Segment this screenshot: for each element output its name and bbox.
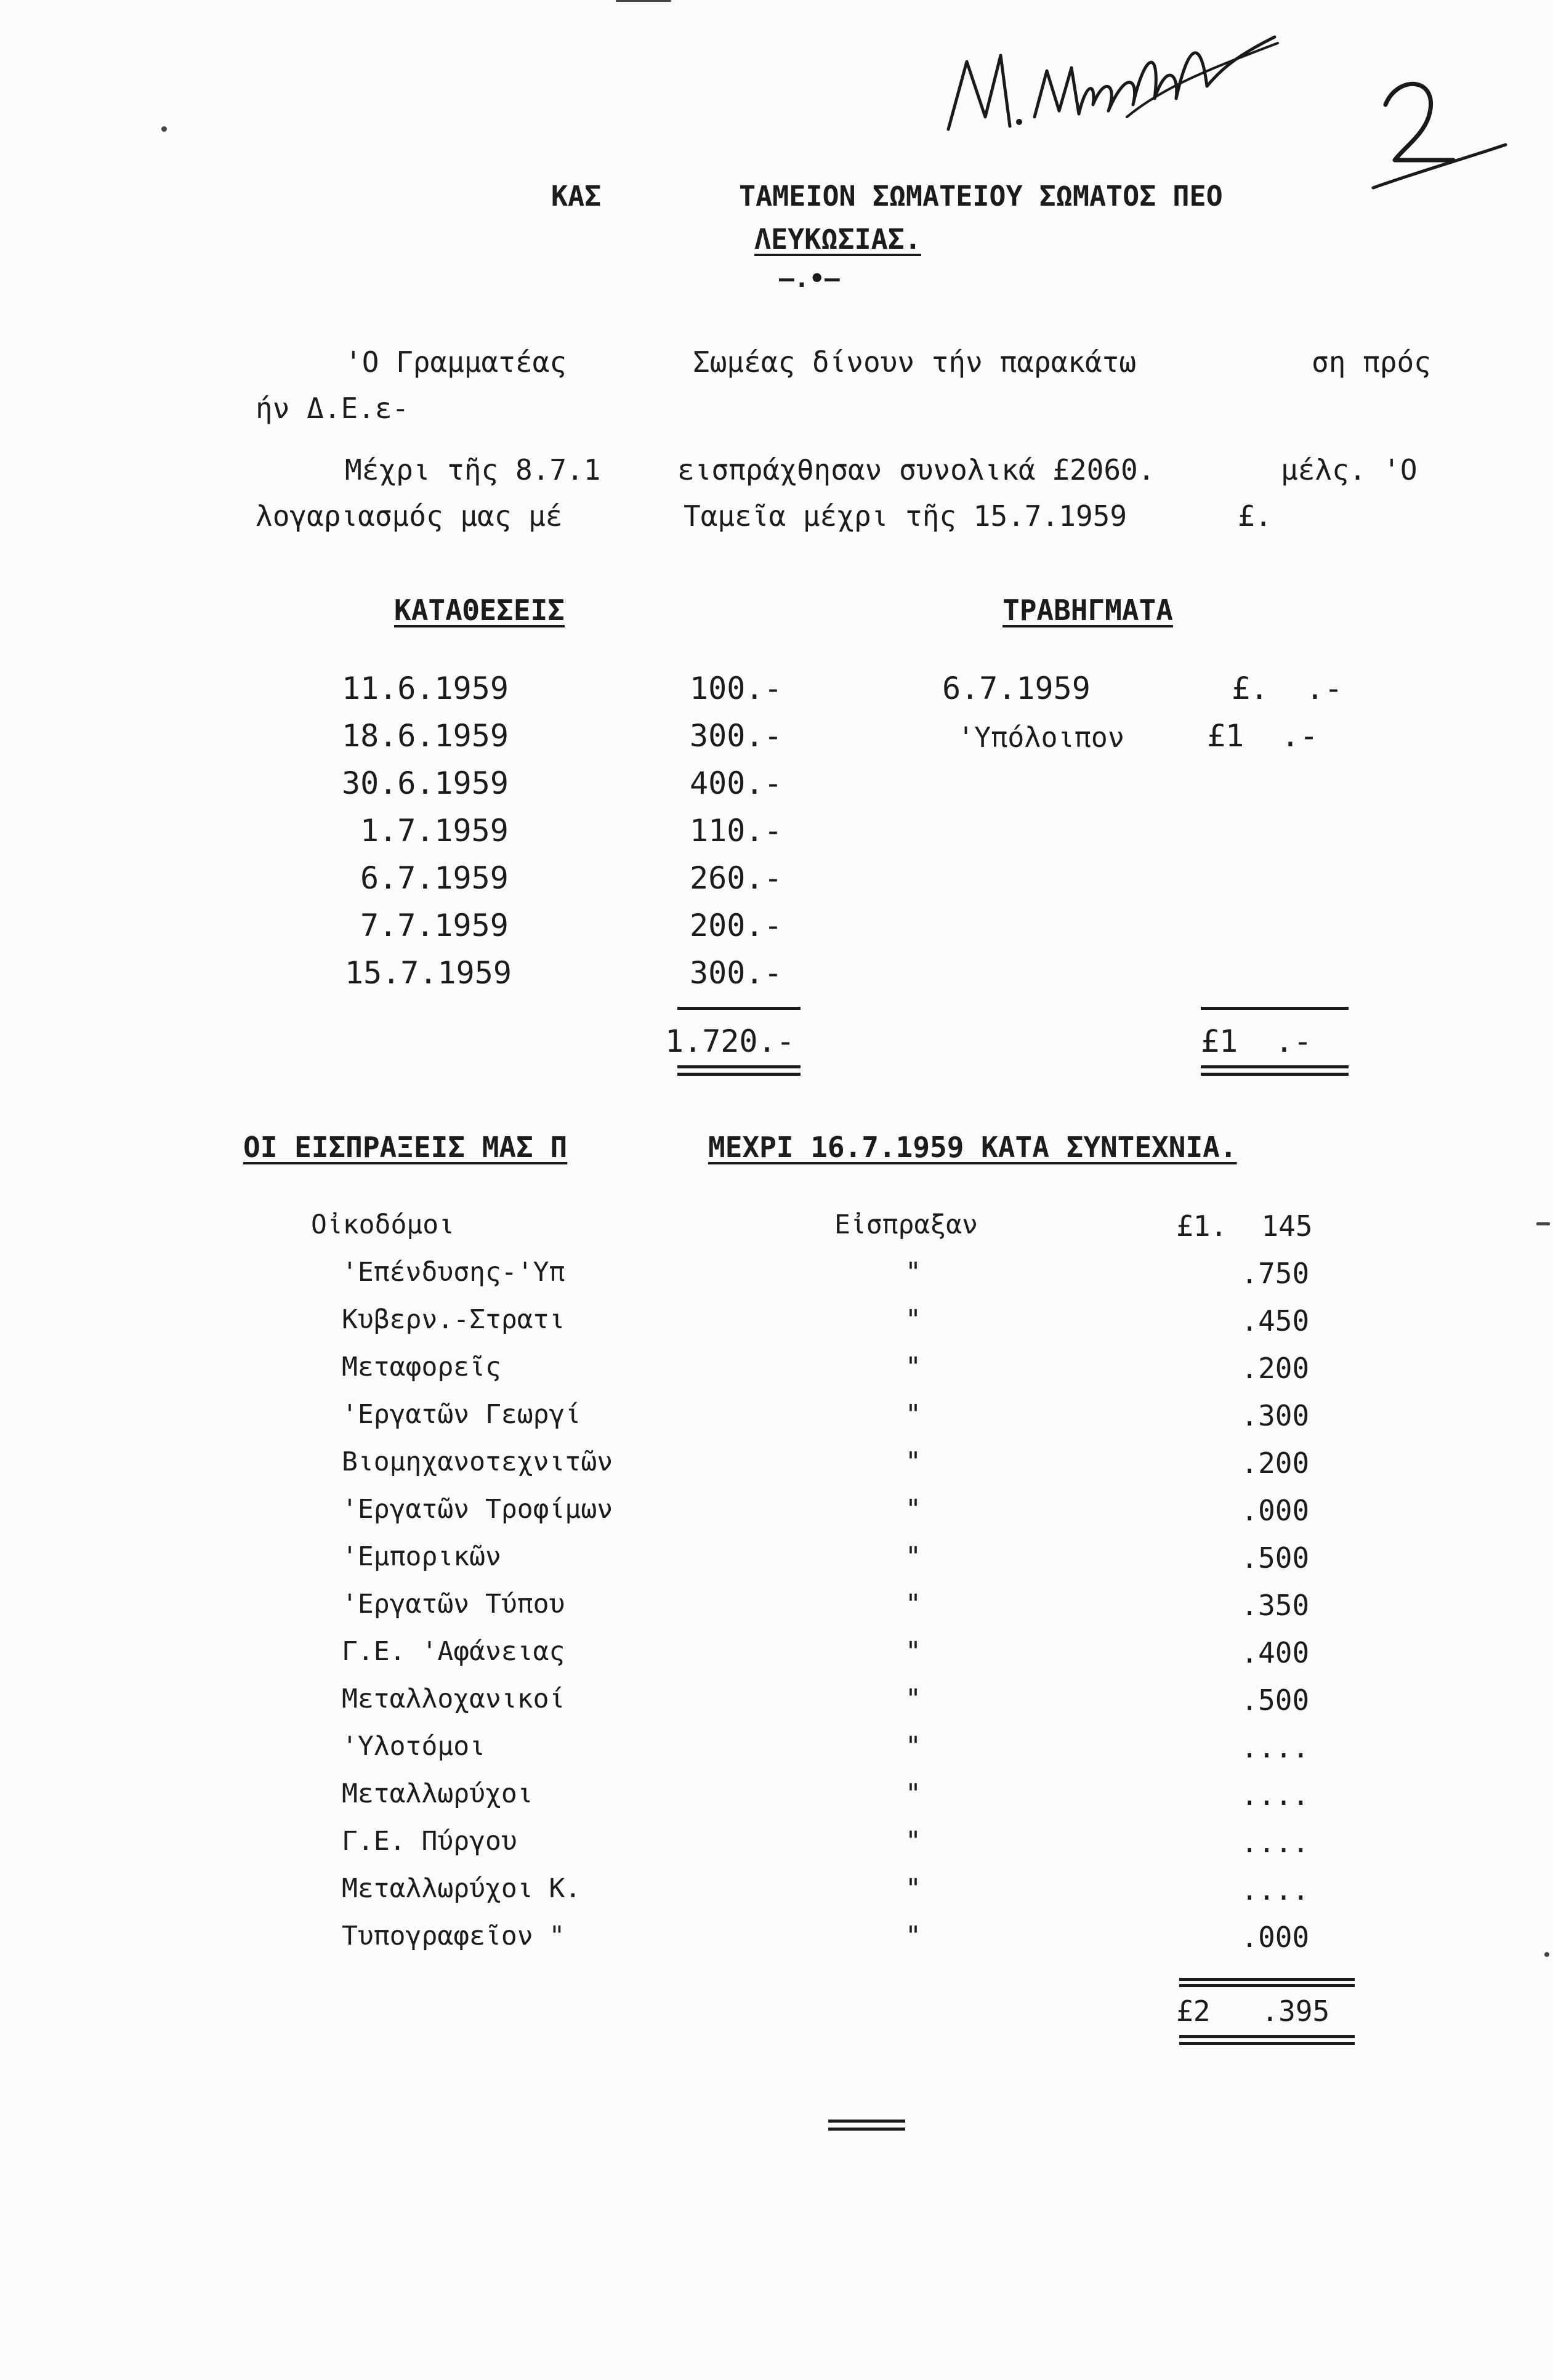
collection-union: Τυπογραφεῖον " <box>342 1921 565 1951</box>
collections-total: £2 .395 <box>1176 1995 1330 2028</box>
collection-union: Γ.Ε. 'Αφάνειας <box>342 1636 565 1667</box>
receipt-date: 30.6.1959 <box>342 765 509 801</box>
withdrawal-amount: £. .- <box>1232 671 1343 706</box>
collection-union: Κυβερν.-Στρατι <box>342 1304 565 1335</box>
collection-union: 'Εργατῶν Τύπου <box>342 1589 565 1620</box>
collection-ditto: " <box>905 1494 921 1525</box>
header-line-1a: ΚΑΣ <box>551 180 602 212</box>
scan-speck <box>161 126 167 132</box>
scan-speck <box>1536 1222 1550 1225</box>
collection-amount: .500 <box>1207 1684 1310 1717</box>
collection-amount: .... <box>1207 1778 1310 1812</box>
end-rule-1 <box>828 2120 905 2123</box>
collection-ditto: " <box>905 1352 921 1382</box>
withdrawals-total: £1 .- <box>1201 1023 1312 1059</box>
collection-amount: £1. 145 <box>1176 1209 1313 1243</box>
collection-ditto: " <box>905 1778 921 1809</box>
collection-amount: .350 <box>1207 1589 1310 1622</box>
collection-amount: .200 <box>1207 1446 1310 1480</box>
collection-union: 'Εμπορικῶν <box>342 1541 501 1572</box>
collection-union: 'Εργατῶν Γεωργί <box>342 1399 581 1430</box>
collection-union: Μεταλλωρύχοι <box>342 1778 533 1809</box>
collections-total-rule-bottom-2 <box>1179 2042 1355 2045</box>
receipts-heading: ΚΑΤΑΘΕΣΕΙΣ <box>394 594 565 627</box>
collection-amount: .750 <box>1207 1257 1310 1290</box>
collection-union: Γ.Ε. Πύργου <box>342 1826 517 1857</box>
receipts-total-rule-top <box>677 1007 801 1010</box>
paragraph-line-1b: εισπράχθησαν συνολικά £2060. <box>677 453 1155 486</box>
intro-line-1b: Σωμέας δίνουν τήν παρακάτω <box>693 345 1137 379</box>
receipt-amount: 100.- <box>690 671 783 706</box>
collections-total-rule-top-2 <box>1179 1984 1355 1987</box>
intro-line-2: ήν Δ.Ε.ε- <box>256 392 409 425</box>
withdrawals-total-rule-bottom-1 <box>1201 1065 1349 1068</box>
collection-amount: .500 <box>1207 1541 1310 1575</box>
paragraph-line-2c: £. <box>1238 499 1272 533</box>
page-number-mark <box>1361 68 1509 191</box>
intro-line-1a: 'Ο Γραμματέας <box>345 345 567 379</box>
end-rule-2 <box>828 2128 905 2131</box>
collection-union: Βιομηχανοτεχνιτῶν <box>342 1446 613 1477</box>
collection-ditto: " <box>905 1636 921 1667</box>
collection-amount: .... <box>1207 1731 1310 1764</box>
receipt-amount: 300.- <box>690 718 783 754</box>
receipt-date: 1.7.1959 <box>360 813 509 849</box>
collection-ditto: " <box>905 1873 921 1904</box>
collection-ditto: " <box>905 1541 921 1572</box>
receipt-date: 7.7.1959 <box>360 908 509 943</box>
handwritten-signature <box>942 12 1287 142</box>
receipt-date: 11.6.1959 <box>342 671 509 706</box>
withdrawal-label: 6.7.1959 <box>942 671 1091 706</box>
withdrawal-amount: £1 .- <box>1207 718 1318 754</box>
collection-ditto: " <box>905 1589 921 1620</box>
collection-amount: .000 <box>1207 1921 1310 1954</box>
receipt-date: 6.7.1959 <box>360 860 509 896</box>
collection-ditto: " <box>905 1684 921 1714</box>
collection-union: 'Επένδυσης-'Υπ <box>342 1257 565 1288</box>
collection-ditto: " <box>905 1826 921 1857</box>
receipts-total-rule-bottom-1 <box>677 1065 801 1068</box>
collection-amount: .... <box>1207 1826 1310 1859</box>
paragraph-line-2a: λογαριασμός μας μέ <box>256 499 563 533</box>
receipts-total-rule-bottom-2 <box>677 1073 801 1076</box>
collections-heading-a: ΟΙ ΕΙΣΠΡΑΞΕΙΣ ΜΑΣ Π <box>243 1131 568 1164</box>
collection-amount: .000 <box>1207 1494 1310 1527</box>
collection-ditto: " <box>905 1304 921 1335</box>
collections-total-rule-bottom-1 <box>1179 2035 1355 2038</box>
collection-ditto: " <box>905 1446 921 1477</box>
receipt-amount: 260.- <box>690 860 783 896</box>
paragraph-line-1a: Μέχρι τῆς 8.7.1 <box>345 453 601 486</box>
withdrawals-total-rule-bottom-2 <box>1201 1073 1349 1076</box>
withdrawals-total-rule-top <box>1201 1007 1349 1010</box>
collection-ditto: " <box>905 1257 921 1288</box>
collection-amount: .300 <box>1207 1399 1310 1432</box>
collection-ditto: Εἰσπραξαν <box>834 1209 978 1240</box>
collection-ditto: " <box>905 1731 921 1762</box>
receipts-total: 1.720.- <box>665 1023 795 1059</box>
collection-union: Μεταλλοχανικοί <box>342 1684 565 1714</box>
collection-ditto: " <box>905 1921 921 1951</box>
header-line-2: ΛΕΥΚΩΣΙΑΣ. <box>754 223 921 256</box>
collection-amount: .400 <box>1207 1636 1310 1669</box>
collections-total-rule-top-1 <box>1179 1978 1355 1981</box>
withdrawal-label: 'Υπόλοιπον <box>958 721 1124 754</box>
collection-union: Μεταφορεῖς <box>342 1352 501 1382</box>
receipt-amount: 300.- <box>690 955 783 991</box>
collection-union: 'Υλοτόμοι <box>342 1731 485 1762</box>
collection-union: Οἰκοδόμοι <box>311 1209 454 1240</box>
collection-union: Μεταλλωρύχοι Κ. <box>342 1873 581 1904</box>
paragraph-line-1c: μέλς. 'Ο <box>1281 453 1418 486</box>
intro-line-1c: ση πρός <box>1312 345 1431 379</box>
receipt-amount: 200.- <box>690 908 783 943</box>
withdrawals-heading: ΤΡΑΒΗΓΜΑΤΑ <box>1002 594 1173 627</box>
paragraph-line-2b: Ταμεῖα μέχρι τῆς 15.7.1959 <box>684 499 1127 533</box>
receipt-amount: 400.- <box>690 765 783 801</box>
header-ornament: —.•— <box>779 264 840 293</box>
scan-speck <box>1544 1952 1549 1957</box>
scan-speck <box>616 0 671 2</box>
header-line-1b: ΤΑΜΕΙΟΝ ΣΩΜΑΤΕΙΟΥ ΣΩΜΑΤΟΣ ΠΕΟ <box>739 180 1223 212</box>
collection-amount: .200 <box>1207 1352 1310 1385</box>
collections-heading-b: ΜΕΧΡΙ 16.7.1959 ΚΑΤΑ ΣΥΝΤΕΧΝΙΑ. <box>708 1131 1237 1164</box>
collection-ditto: " <box>905 1399 921 1430</box>
receipt-date: 18.6.1959 <box>342 718 509 754</box>
collection-union: 'Εργατῶν Τροφίμων <box>342 1494 613 1525</box>
collection-amount: .... <box>1207 1873 1310 1906</box>
collection-amount: .450 <box>1207 1304 1310 1337</box>
receipt-date: 15.7.1959 <box>345 955 512 991</box>
receipt-amount: 110.- <box>690 813 783 849</box>
